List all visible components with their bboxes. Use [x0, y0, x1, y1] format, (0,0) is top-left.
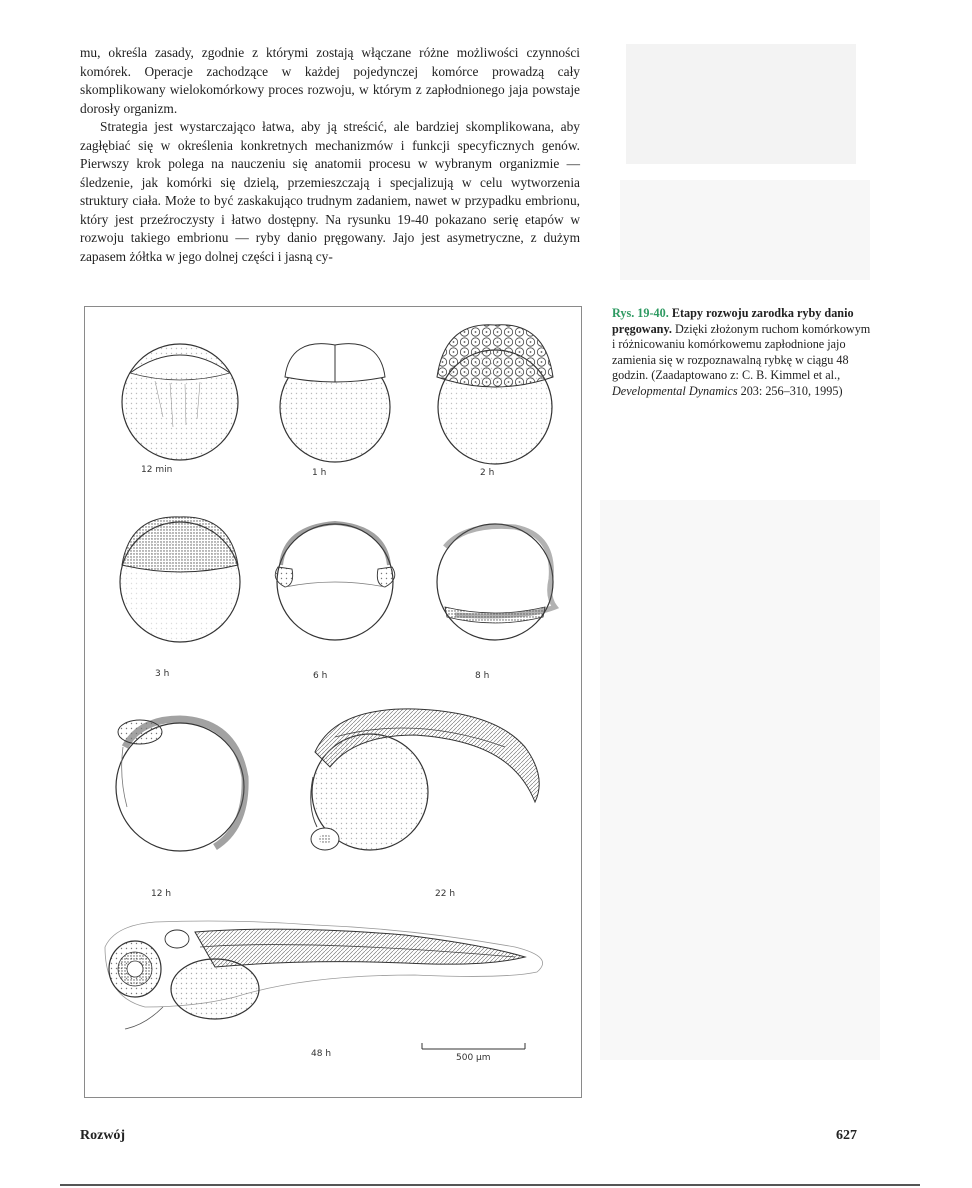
caption-title: Etapy rozwoju zarodka ryby danio pręgowany. [612, 306, 854, 336]
stage-label: 22 h [435, 889, 456, 899]
stage-6h-drawing [275, 523, 395, 640]
stage-22h-drawing [311, 709, 539, 850]
stage-1h-drawing [280, 344, 390, 462]
stage-label: 48 h [311, 1049, 332, 1059]
stage-48h-drawing [105, 921, 543, 1029]
running-footer-section: Rozwój [80, 1128, 126, 1143]
paragraph-2: Strategia jest wystarczająco łatwa, aby ją streścić, ale bardziej skomplikowana, aby zagłębiać się w określenia konkretnych mechanizmów i funkcji specyficznych genów. Pierwszy krok polega na nauczeniu się anatomii procesu w wybranym organizmie — śledzenie, jak komórki się dzielą, przemieszczają i specjalizują w celu wytworzenia struktury ciała. Może to być zaskakująco trudnym zadaniem, nawet w przypadku embrionu, który jest przeźroczysty i łatwo dostępny. Na rysunku 19-40 pokazano serię etapów w rozwoju takiego embrionu — ryby danio pręgowany. Jajo jest asymetryczne, z dużym zapasem żółtka w jego dolnej części i jasną cy- [80, 119, 580, 264]
scale-bar [422, 1043, 525, 1049]
show-through-block [626, 44, 856, 164]
scale-bar-label: 500 μm [456, 1053, 491, 1063]
page-edge-rule [60, 1184, 920, 1186]
caption-citation: 203: 256–310, 1995) [737, 383, 843, 398]
stage-12h-drawing [116, 719, 245, 851]
figure-drawings [85, 307, 581, 1097]
caption-text: Dzięki złożonym ruchom komórkowym i różnicowaniu komórkowemu zapłodnione jajo zamienia się w rozpoznawalną rybkę w ciągu 48 godzin. (Zaadaptowano z: C. B. Kimmel et al., [612, 321, 871, 383]
figure-zebrafish-stages [84, 306, 582, 1098]
stage-label: 12 min [141, 465, 173, 475]
stage-label: 3 h [155, 669, 170, 679]
stage-label: 6 h [313, 671, 328, 681]
figure-caption [612, 306, 872, 400]
show-through-block [600, 500, 880, 1060]
stage-8h-drawing [437, 524, 555, 640]
stage-label: 12 h [151, 889, 172, 899]
body-text [80, 44, 580, 266]
stage-2h-drawing [437, 325, 553, 464]
page-number: 627 [836, 1128, 857, 1143]
caption-journal: Developmental Dynamics [612, 383, 738, 398]
stage-label: 8 h [475, 671, 490, 681]
caption-number: Rys. 19-40. [612, 306, 669, 320]
stage-label: 1 h [312, 468, 327, 478]
stage-label: 2 h [480, 468, 495, 478]
stage-12min-drawing [122, 344, 238, 460]
paragraph-1: mu, określa zasady, zgodnie z którymi zostają włączane różne możliwości czynności komórek. Operacje zachodzące w każdej pojedynczej komórce prowadzą cały skomplikowany wielokomórkowy proces rozwoju, w którym z zapłodnionego jaja powstaje dorosły organizm. [80, 45, 580, 116]
show-through-block [620, 180, 870, 280]
stage-3h-drawing [120, 517, 240, 642]
